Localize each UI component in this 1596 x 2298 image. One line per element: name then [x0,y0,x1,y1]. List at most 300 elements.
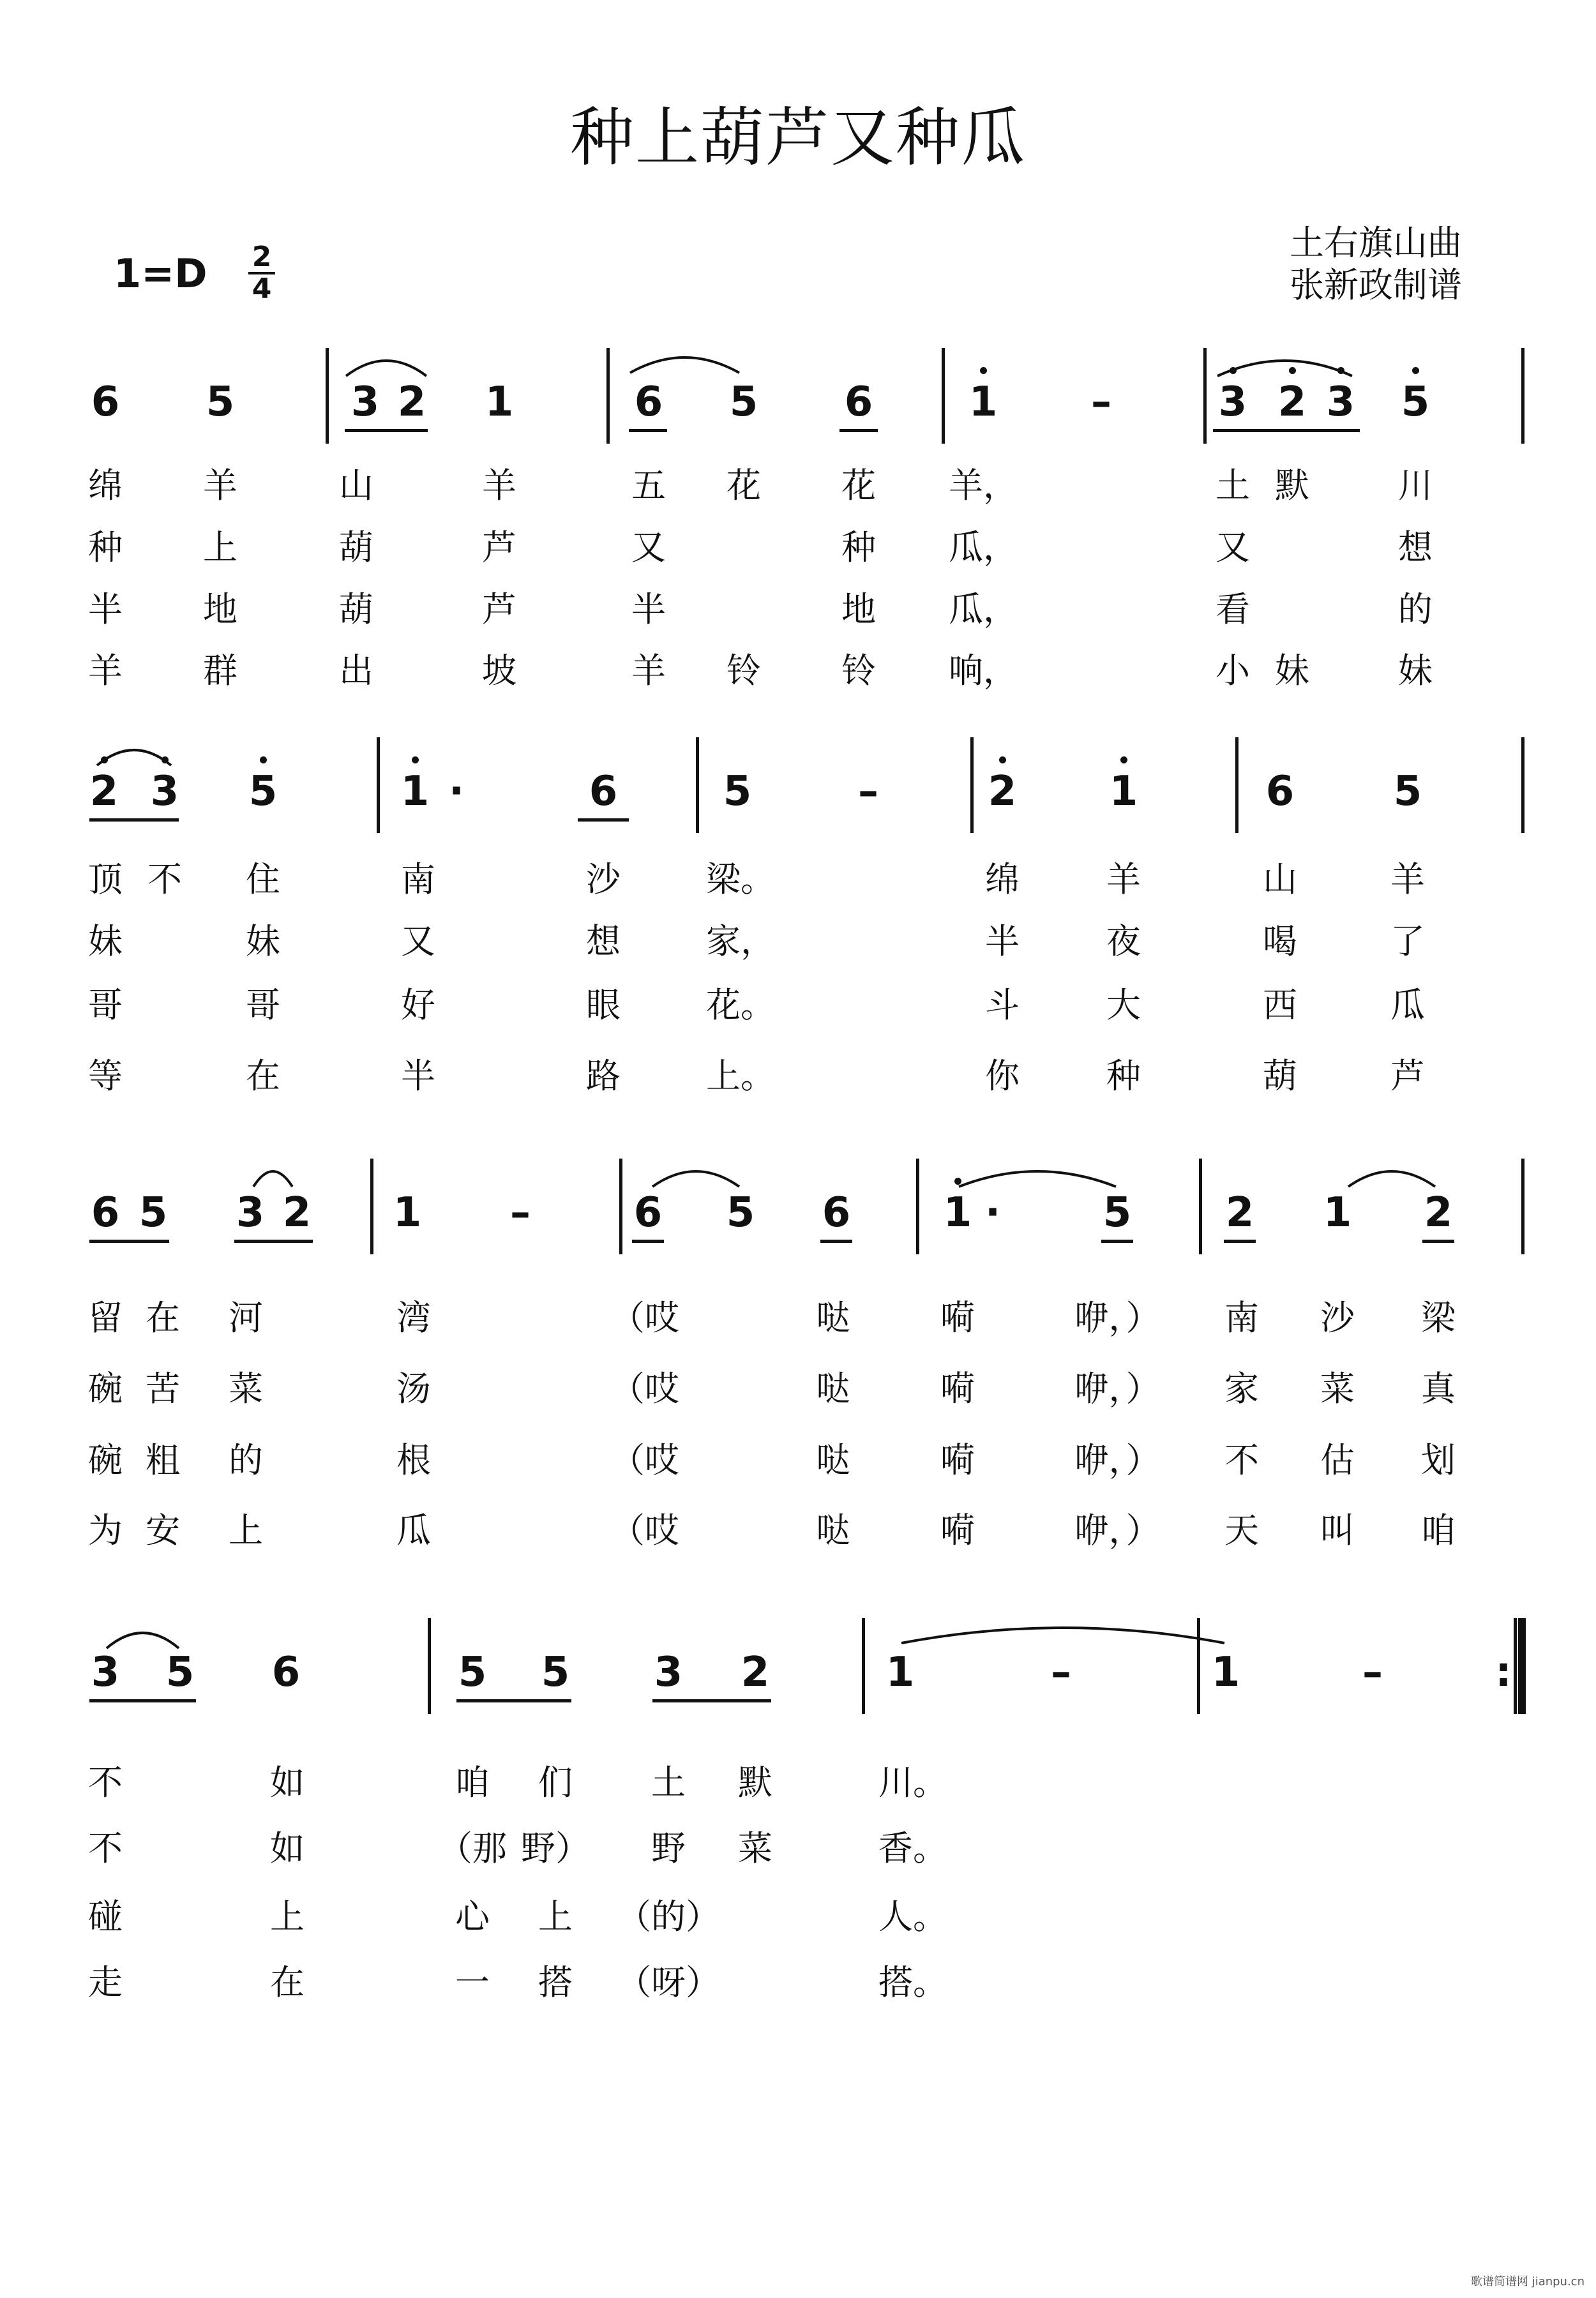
s3-verse3-lyric: 划 [1421,1440,1456,1480]
s2-verse3-lyric: 瓜 [1390,985,1425,1025]
s1-verse1-lyric: 羊， [949,465,1018,506]
s1-eighth-underline [1213,429,1360,432]
s1-verse1-lyric: 五 [631,465,666,506]
s1-bar-line [942,348,945,444]
note-digit: 5 [1393,768,1422,815]
s2-slur [96,744,172,769]
note-digit: 6 [822,1189,851,1236]
s4-verse2-lyric: （那 [438,1828,507,1868]
s1-verse2-lyric: 芦 [482,527,516,567]
s3-verse3-lyric: 估 [1320,1440,1355,1480]
note-digit: 5 [248,768,278,815]
s2-verse2-lyric: 妹 [88,921,123,961]
s1-verse2-lyric: 葫 [339,527,373,567]
s3-bar-line [1199,1159,1202,1254]
high-octave-dot [1412,367,1419,374]
s3-verse3-lyric: 的 [229,1440,263,1480]
s1-slur [1216,354,1353,380]
arranger-credit: 张新政制谱 [1290,265,1462,305]
s3-verse4-lyric: 咱 [1421,1510,1456,1551]
s2-note [705,769,769,814]
s2-note [133,769,197,814]
note-digit: 6 [633,1189,663,1236]
s3-verse4-lyric: 叫 [1320,1510,1355,1551]
s4-eighth-underline [456,1699,571,1702]
s4-eighth-underline [652,1699,771,1702]
s4-note [73,1650,137,1695]
s3-verse3-lyric: 粗 [146,1440,180,1480]
s3-verse2-lyric: 菜 [229,1369,263,1409]
note-digit: : [1495,1649,1512,1696]
s3-verse4-lyric: 瓜 [396,1510,431,1551]
s3-verse1-lyric: 留 [88,1298,123,1338]
s3-verse2-lyric: 汤 [396,1369,431,1409]
s2-verse2-lyric: 家， [706,921,775,961]
s1-verse3-lyric: 的 [1398,589,1433,629]
s4-verse4-lyric: 一 [455,1962,490,2002]
s1-bar-line [1203,348,1207,444]
high-octave-dot [980,367,987,374]
s1-slur [629,351,741,377]
s3-verse3-lyric: 碗 [88,1440,123,1480]
s1-note [467,380,531,424]
s4-verse1-lyric: 川。 [878,1762,947,1803]
s1-verse3-lyric: 葫 [339,589,373,629]
s1-note [712,380,776,424]
note-digit: 1 [485,379,514,426]
s3-verse1-lyric: 哒 [816,1298,850,1338]
note-digit: 3 [236,1189,265,1236]
s1-verse2-lyric: 瓜， [949,527,1018,567]
s4-verse1-lyric: 如 [270,1762,305,1803]
s1-verse1-lyric: 羊 [203,465,237,506]
s1-verse1-lyric: 川 [1398,465,1433,506]
s4-verse4-lyric: 搭 [538,1962,573,2002]
s3-verse2-lyric: 咿，） [1074,1369,1161,1409]
s1-verse2-lyric: 上 [203,527,237,567]
s3-verse1-lyric: 嗬 [940,1298,975,1338]
s1-verse3-lyric: 地 [203,589,237,629]
s4-verse1-lyric: 默 [738,1762,772,1803]
s2-verse2-lyric: 了 [1390,921,1425,961]
s1-verse1-lyric: 绵 [88,465,123,506]
s3-note [1208,1190,1272,1235]
s3-note [709,1190,772,1235]
time-signature-bottom: 4 [252,273,272,305]
s4-verse3-lyric: 上 [538,1896,573,1937]
s3-slur [1347,1165,1436,1190]
note-digit: 5 [458,1649,487,1696]
s3-note [1406,1190,1470,1235]
s1-verse3-lyric: 半 [88,589,123,629]
credits [1290,222,1462,306]
s2-verse1-lyric: 梁。 [706,859,775,899]
s3-eighth-underline [89,1240,169,1243]
s2-note [571,769,635,814]
s2-note [231,769,295,814]
s4-slur [900,1621,1226,1647]
s1-note [827,380,891,424]
s3-note [961,1190,1025,1235]
s2-verse1-lyric: 羊 [1390,859,1425,899]
s2-eighth-underline [578,818,629,822]
s3-verse3-lyric: 根 [396,1440,431,1480]
s3-verse2-lyric: 碗 [88,1369,123,1409]
s4-verse2-lyric: 如 [270,1828,305,1868]
s3-verse2-lyric: 哒 [816,1369,850,1409]
note-digit: 5 [723,768,752,815]
s2-verse3-lyric: 哥 [88,985,123,1025]
s4-verse1-lyric: 们 [538,1762,573,1803]
s4-verse4-lyric: （呀） [617,1962,720,2002]
time-signature [246,241,278,305]
time-signature-top: 2 [252,241,272,273]
note-digit: 3 [91,1649,120,1696]
note-digit: 2 [1424,1189,1453,1236]
note-digit: 5 [206,379,235,426]
note-digit: 2 [1277,379,1307,426]
s3-verse1-lyric: 在 [146,1298,180,1338]
s2-bar-line [377,737,380,833]
s1-bar-line [1521,348,1524,444]
note-digit: – [510,1189,531,1236]
note-digit: 5 [1103,1189,1132,1236]
s3-eighth-underline [1224,1240,1256,1243]
s1-verse4-lyric: 群 [203,650,237,691]
note-digit: 2 [397,379,426,426]
s1-verse3-lyric: 看 [1216,589,1250,629]
s4-verse2-lyric: 野 [651,1828,686,1868]
s3-verse4-lyric: 天 [1224,1510,1259,1551]
s2-verse4-lyric: 你 [985,1056,1020,1096]
s3-verse3-lyric: 咿，） [1074,1440,1161,1480]
s2-bar-line [970,737,974,833]
s1-note [1383,380,1447,424]
s4-verse3-lyric: 碰 [88,1896,123,1937]
s2-verse1-lyric: 顶 [88,859,123,899]
s1-note [951,380,1015,424]
note-digit: 2 [89,768,119,815]
s2-verse4-lyric: 等 [88,1056,123,1096]
s2-verse4-lyric: 芦 [1390,1056,1425,1096]
s2-verse3-lyric: 好 [401,985,435,1025]
s4-verse3-lyric: （的） [617,1896,720,1937]
s2-verse4-lyric: 上。 [706,1056,775,1096]
s2-note [836,769,900,814]
note-digit: – [1091,379,1111,426]
s1-verse4-lyric: 妹 [1275,650,1309,691]
s2-verse1-lyric: 沙 [586,859,621,899]
s1-verse4-lyric: 铃 [841,650,876,691]
s3-verse1-lyric: 南 [1224,1298,1259,1338]
s1-note [380,380,444,424]
s4-verse2-lyric: 不 [88,1828,123,1868]
s2-note [72,769,136,814]
note-digit: 1 [1323,1189,1352,1236]
s4-note [868,1650,932,1695]
s2-verse4-lyric: 种 [1106,1056,1141,1096]
s4-note [1194,1650,1258,1695]
s2-note [970,769,1034,814]
s4-slur [105,1626,180,1652]
s1-verse1-lyric: 土 [1216,465,1250,506]
s2-verse3-lyric: 哥 [246,985,280,1025]
s3-verse2-lyric: 菜 [1320,1369,1355,1409]
note-digit: 6 [1265,768,1295,815]
s3-note [265,1190,329,1235]
s1-verse2-lyric: 种 [88,527,123,567]
s4-note [254,1650,318,1695]
high-octave-dot [412,756,419,763]
s1-verse3-lyric: 地 [841,589,876,629]
s1-eighth-underline [345,429,428,432]
s4-note [148,1650,212,1695]
watermark: 歌谱简谱网 jianpu.cn [1470,2275,1585,2288]
s4-verse3-lyric: 心 [455,1896,490,1937]
s3-slur [252,1165,294,1190]
s3-verse2-lyric: 苦 [146,1369,180,1409]
s2-verse2-lyric: 夜 [1106,921,1141,961]
s3-verse2-lyric: （哎 [610,1369,679,1409]
s4-bar-line [1514,1618,1517,1714]
s3-eighth-underline [1422,1240,1454,1243]
s4-bar-line [862,1618,865,1714]
s3-note [1085,1190,1149,1235]
s3-slur [651,1165,741,1190]
s3-verse4-lyric: 嗬 [940,1510,975,1551]
s1-bar-line [326,348,329,444]
s1-verse3-lyric: 芦 [482,589,516,629]
note-digit: 1 [393,1189,422,1236]
s1-slur [345,354,428,380]
s2-verse1-lyric: 南 [401,859,435,899]
s3-verse4-lyric: 哒 [816,1510,850,1551]
s2-verse1-lyric: 不 [147,859,182,899]
s1-verse2-lyric: 想 [1398,527,1433,567]
s3-verse4-lyric: 为 [88,1510,123,1551]
s3-verse3-lyric: （哎 [610,1440,679,1480]
s2-bar-line [696,737,699,833]
s3-bar-line [916,1159,919,1254]
note-digit: 3 [150,768,179,815]
s3-note [375,1190,439,1235]
s4-verse3-lyric: 人。 [878,1896,947,1937]
s1-verse3-lyric: 瓜， [949,589,1018,629]
s3-verse4-lyric: 咿，） [1074,1510,1161,1551]
s3-bar-line [619,1159,622,1254]
note-digit: 6 [91,379,120,426]
s4-verse2-lyric: 野） [521,1828,590,1868]
s2-verse4-lyric: 葫 [1263,1056,1297,1096]
s1-verse2-lyric: 又 [631,527,666,567]
s4-verse4-lyric: 搭。 [878,1962,947,2002]
s1-verse4-lyric: 妹 [1398,650,1433,691]
high-octave-dot [999,756,1006,763]
s3-note [121,1190,185,1235]
s3-slur [958,1165,1117,1190]
s1-note [188,380,252,424]
s3-note [488,1190,552,1235]
s4-bar-line [428,1618,431,1714]
note-digit: 5 [165,1649,195,1696]
s1-note [617,380,681,424]
s4-note [723,1650,787,1695]
s1-verse4-lyric: 小 [1216,650,1250,691]
s2-verse2-lyric: 喝 [1263,921,1297,961]
s1-verse3-lyric: 半 [631,589,666,629]
s4-note [440,1650,504,1695]
note-digit: 3 [1326,379,1355,426]
s3-eighth-underline [632,1240,664,1243]
note-digit: 1 [885,1649,915,1696]
s4-verse3-lyric: 上 [270,1896,305,1937]
s2-note [1248,769,1312,814]
note-digit: 2 [741,1649,770,1696]
s1-verse2-lyric: 又 [1216,527,1250,567]
s1-verse4-lyric: 响， [949,650,1018,691]
s2-verse3-lyric: 大 [1106,985,1141,1025]
s3-verse4-lyric: 安 [146,1510,180,1551]
s1-eighth-underline [629,429,667,432]
s1-verse4-lyric: 出 [339,650,373,691]
s3-note [804,1190,868,1235]
note-digit: 5 [541,1649,570,1696]
s1-verse2-lyric: 种 [841,527,876,567]
s4-verse4-lyric: 在 [270,1962,305,2002]
note-digit: 3 [350,379,380,426]
note-digit: 6 [91,1189,120,1236]
s3-verse2-lyric: 真 [1421,1369,1456,1409]
s3-verse1-lyric: 咿，） [1074,1298,1161,1338]
s4-verse2-lyric: 香。 [878,1828,947,1868]
note-digit: 1 [400,768,430,815]
note-digit: 6 [844,379,873,426]
s3-verse2-lyric: 嗬 [940,1369,975,1409]
s3-verse1-lyric: 沙 [1320,1298,1355,1338]
s4-verse1-lyric: 咱 [455,1762,490,1803]
s1-verse1-lyric: 花 [841,465,876,506]
s2-verse2-lyric: 妹 [246,921,280,961]
s4-final-thick-bar [1518,1618,1526,1714]
s3-note [616,1190,680,1235]
s1-bar-line [606,348,610,444]
s4-eighth-underline [89,1699,196,1702]
s1-verse1-lyric: 默 [1275,465,1309,506]
note-digit: 5 [1401,379,1430,426]
s4-verse4-lyric: 走 [88,1962,123,2002]
s2-eighth-underline [89,818,179,822]
s1-verse4-lyric: 羊 [631,650,666,691]
s1-verse4-lyric: 铃 [726,650,761,691]
s2-verse3-lyric: 眼 [586,985,621,1025]
note-digit: 1 [943,1189,972,1236]
s3-verse3-lyric: 哒 [816,1440,850,1480]
s4-note [636,1650,700,1695]
s3-eighth-underline [234,1240,313,1243]
note-digit: · [984,1189,1001,1236]
s2-verse1-lyric: 住 [246,859,280,899]
note-digit: 1 [968,379,998,426]
note-digit: – [1362,1649,1383,1696]
note-digit: 6 [634,379,663,426]
s3-verse1-lyric: 湾 [396,1298,431,1338]
note-digit: – [858,768,878,815]
s3-verse1-lyric: 梁 [1421,1298,1456,1338]
note-digit: 5 [139,1189,168,1236]
note-digit: 2 [988,768,1017,815]
s2-verse1-lyric: 羊 [1106,859,1141,899]
s1-verse4-lyric: 羊 [88,650,123,691]
s2-note [1092,769,1156,814]
note-digit: 6 [589,768,618,815]
s1-verse4-lyric: 坡 [482,650,516,691]
s2-bar-line [1235,737,1238,833]
s1-verse1-lyric: 山 [339,465,373,506]
s2-verse3-lyric: 西 [1263,985,1297,1025]
s3-verse3-lyric: 不 [1224,1440,1259,1480]
s2-note [1376,769,1440,814]
s1-note [1201,380,1265,424]
s2-verse2-lyric: 又 [401,921,435,961]
s4-note [1029,1650,1093,1695]
note-digit: 2 [1225,1189,1254,1236]
s2-verse2-lyric: 想 [586,921,621,961]
note-digit: – [1051,1649,1071,1696]
s2-verse1-lyric: 绵 [985,859,1020,899]
s3-verse1-lyric: 河 [229,1298,263,1338]
s2-bar-line [1521,737,1524,833]
s4-note [1472,1650,1535,1695]
s2-verse3-lyric: 花。 [706,985,775,1025]
s1-eighth-underline [839,429,878,432]
note-digit: 5 [726,1189,755,1236]
note-digit: · [448,768,465,815]
high-octave-dot [260,756,267,763]
page-title: 种上葫芦又种瓜 [570,100,1026,175]
s4-note [1341,1650,1404,1695]
s3-eighth-underline [820,1240,852,1243]
s2-verse1-lyric: 山 [1263,859,1297,899]
key-signature: 1=D [114,250,207,297]
s4-verse1-lyric: 土 [651,1762,686,1803]
s3-verse2-lyric: 家 [1224,1369,1259,1409]
s4-note [523,1650,587,1695]
s3-verse4-lyric: （哎 [610,1510,679,1551]
s3-eighth-underline [1101,1240,1133,1243]
s3-bar-line [370,1159,373,1254]
s2-note [425,769,488,814]
note-digit: 3 [1218,379,1247,426]
s2-verse2-lyric: 半 [985,921,1020,961]
s2-verse4-lyric: 半 [401,1056,435,1096]
s2-verse4-lyric: 在 [246,1056,280,1096]
note-digit: 1 [1109,768,1138,815]
s4-verse1-lyric: 不 [88,1762,123,1803]
note-digit: 3 [654,1649,683,1696]
s4-verse2-lyric: 菜 [738,1828,772,1868]
note-digit: 2 [282,1189,312,1236]
s3-verse1-lyric: （哎 [610,1298,679,1338]
s1-verse1-lyric: 花 [726,465,761,506]
s3-verse4-lyric: 上 [229,1510,263,1551]
s1-verse1-lyric: 羊 [482,465,516,506]
note-digit: 5 [729,379,758,426]
s3-bar-line [1521,1159,1524,1254]
note-digit: 1 [1211,1649,1240,1696]
s2-verse3-lyric: 斗 [985,985,1020,1025]
s1-note [1309,380,1373,424]
s3-verse3-lyric: 嗬 [940,1440,975,1480]
